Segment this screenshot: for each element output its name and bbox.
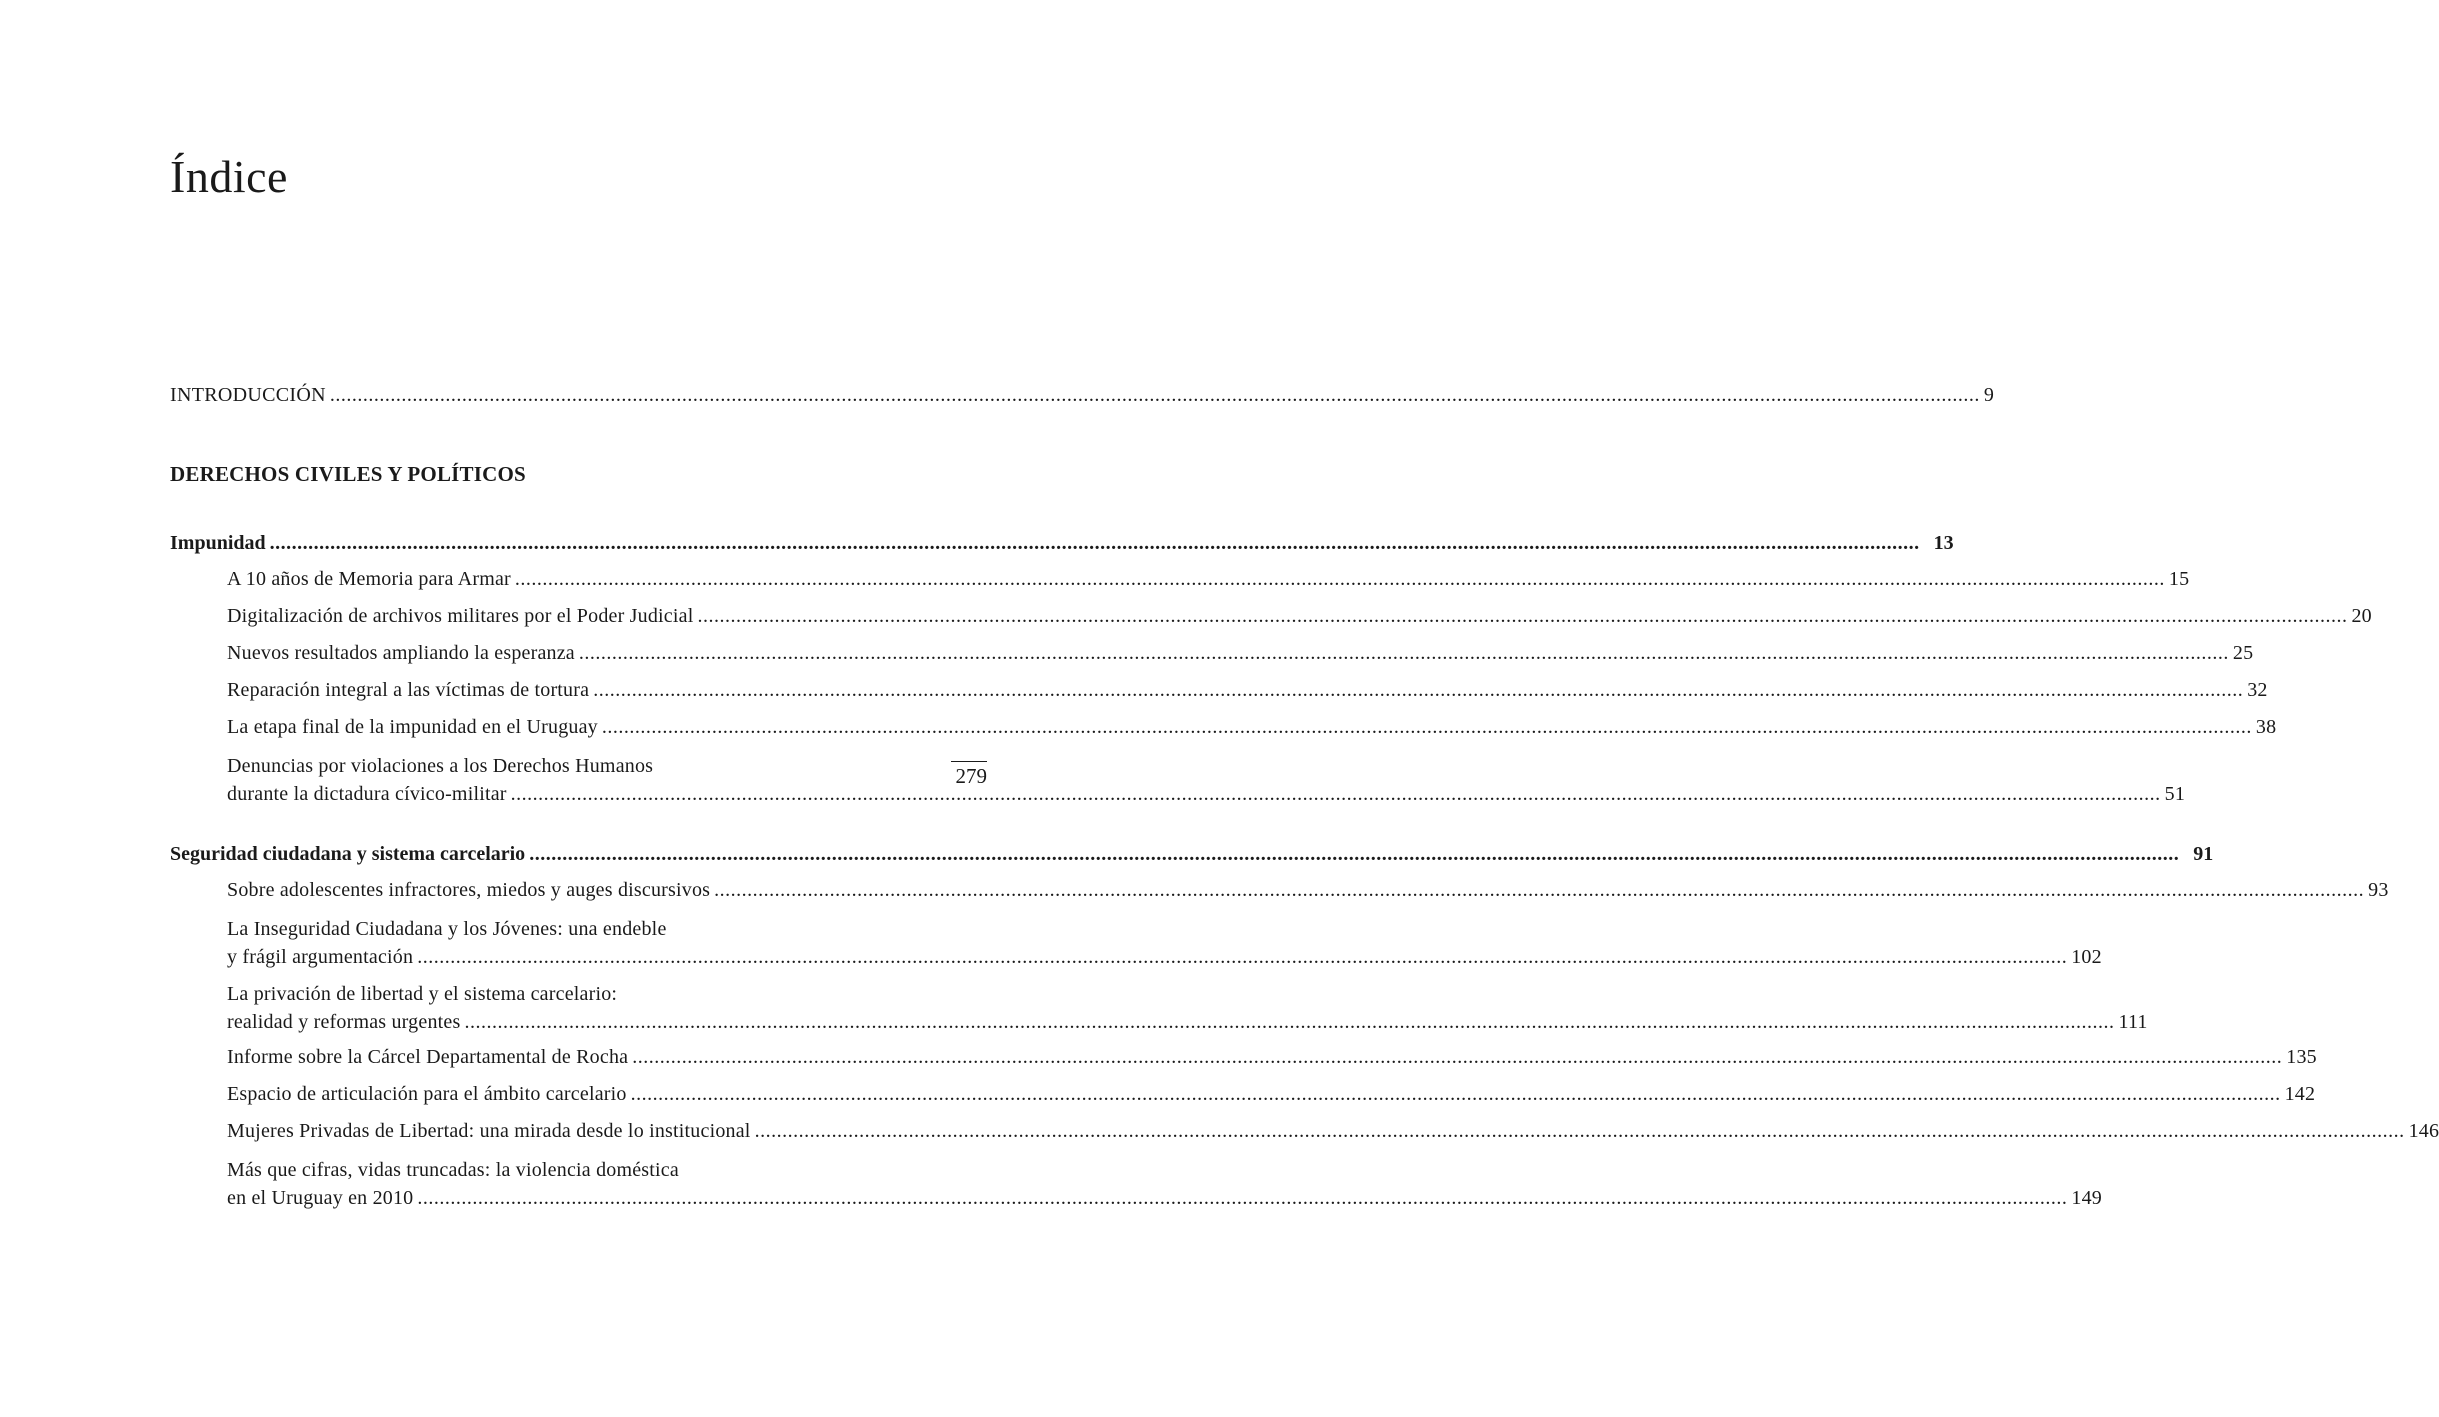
toc-chapter-impunidad (170, 532, 1954, 562)
toc-entry-title: INTRODUCCIÓN (170, 384, 326, 406)
toc-subentry-page: 146 (2408, 1120, 2439, 1142)
page-title: Índice (170, 151, 288, 202)
toc-subentry-page: 149 (2071, 1187, 2102, 1209)
toc-subentry (170, 642, 2254, 672)
dot-leader: ............................................................................................................................................................................................................................................................................................................ (632, 1046, 2283, 1068)
toc-subentry (170, 568, 2190, 598)
toc-subentry-page: 102 (2071, 946, 2102, 968)
dot-leader: ............................................................................................................................................................................................................................................................................................................ (578, 642, 2229, 664)
toc-subentry-page: 15 (2168, 568, 2190, 590)
page-number: 279 (951, 761, 987, 789)
toc-subentry (170, 679, 2268, 709)
dot-leader: ............................................................................................................................................................................................................................................................................................................ (464, 1011, 2115, 1033)
dot-leader: ............................................................................................................................................................................................................................................................................................................ (714, 879, 2365, 901)
toc-subentry-title-line2: y frágil argumentación (227, 946, 414, 968)
toc-subentry (170, 983, 2148, 1039)
toc-subentry-title-line1: La privación de libertad y el sistema carcelario: (227, 983, 618, 1005)
toc-subentry-title: La etapa final de la impunidad en el Uruguay (227, 716, 598, 738)
dot-leader: ............................................................................................................................................................................................................................................................................................................ (601, 716, 2252, 738)
toc-entry-page: 9 (1983, 384, 1995, 406)
toc-subentry-title-line1: La Inseguridad Ciudadana y los Jóvenes: una endeble (227, 918, 667, 940)
toc-subentry-title-line1: Más que cifras, vidas truncadas: la violencia doméstica (227, 1159, 679, 1181)
toc-subentry-title: Digitalización de archivos militares por el Poder Judicial (227, 605, 694, 627)
toc-subentry-page: 38 (2255, 716, 2277, 738)
toc-chapter-seguridad (170, 843, 2214, 873)
toc-subentry-page: 32 (2247, 679, 2268, 701)
toc-subentry (170, 716, 2277, 746)
toc-subentry-page: 93 (2368, 879, 2389, 901)
dot-leader: ............................................................................................................................................................................................................................................................................................................ (514, 568, 2165, 590)
toc-subentry-page: 51 (2164, 783, 2186, 805)
toc-chapter-page: 13 (1933, 532, 1954, 554)
toc-subentry-page: 135 (2286, 1046, 2317, 1068)
dot-leader: ............................................................................................................................................................................................................................................................................................................ (630, 1083, 2281, 1105)
section-heading: DERECHOS CIVILES Y POLÍTICOS (170, 462, 526, 486)
dot-leader: ............................................................................................................................................................................................................................................................................................................ (269, 532, 1920, 554)
toc-subentry (170, 1046, 2317, 1076)
toc-subentry-title: Mujeres Privadas de Libertad: una mirada desde lo institucional (227, 1120, 751, 1142)
toc-chapter-title: Impunidad (170, 532, 266, 554)
toc-subentry-title-line2: durante la dictadura cívico-militar (227, 783, 507, 805)
dot-leader: ............................................................................................................................................................................................................................................................................................................ (510, 783, 2161, 805)
toc-subentry-title: Reparación integral a las víctimas de tortura (227, 679, 590, 701)
toc-subentry-title: A 10 años de Memoria para Armar (227, 568, 511, 590)
toc-subentry-page: 25 (2232, 642, 2254, 664)
dot-leader: ............................................................................................................................................................................................................................................................................................................ (593, 679, 2244, 701)
toc-entry-introduccion (170, 384, 1995, 414)
toc-subentry-title: Sobre adolescentes infractores, miedos y auges discursivos (227, 879, 711, 901)
dot-leader: ............................................................................................................................................................................................................................................................................................................ (417, 1187, 2068, 1209)
toc-subentry (170, 1120, 2439, 1150)
dot-leader: ............................................................................................................................................................................................................................................................................................................ (329, 384, 1980, 406)
toc-subentry (170, 1159, 2102, 1215)
toc-subentry-page: 20 (2351, 605, 2372, 627)
toc-subentry-title-line1: Denuncias por violaciones a los Derechos Humanos (227, 755, 654, 777)
toc-chapter-page: 91 (2193, 843, 2214, 865)
dot-leader: ............................................................................................................................................................................................................................................................................................................ (417, 946, 2068, 968)
dot-leader: ............................................................................................................................................................................................................................................................................................................ (529, 843, 2180, 865)
toc-chapter-title: Seguridad ciudadana y sistema carcelario (170, 843, 526, 865)
toc-subentry-title-line2: realidad y reformas urgentes (227, 1011, 461, 1033)
toc-subentry-page: 111 (2118, 1011, 2148, 1033)
toc-subentry-title: Informe sobre la Cárcel Departamental de Rocha (227, 1046, 629, 1068)
toc-subentry (170, 879, 2389, 909)
dot-leader: ............................................................................................................................................................................................................................................................................................................ (754, 1120, 2405, 1142)
toc-subentry-title: Espacio de articulación para el ámbito carcelario (227, 1083, 627, 1105)
toc-subentry (170, 605, 2372, 635)
dot-leader: ............................................................................................................................................................................................................................................................................................................ (697, 605, 2348, 627)
toc-subentry (170, 918, 2102, 974)
toc-subentry (170, 1083, 2316, 1113)
toc-subentry-title: Nuevos resultados ampliando la esperanza (227, 642, 575, 664)
toc-subentry-title-line2: en el Uruguay en 2010 (227, 1187, 414, 1209)
toc-subentry-page: 142 (2284, 1083, 2316, 1105)
